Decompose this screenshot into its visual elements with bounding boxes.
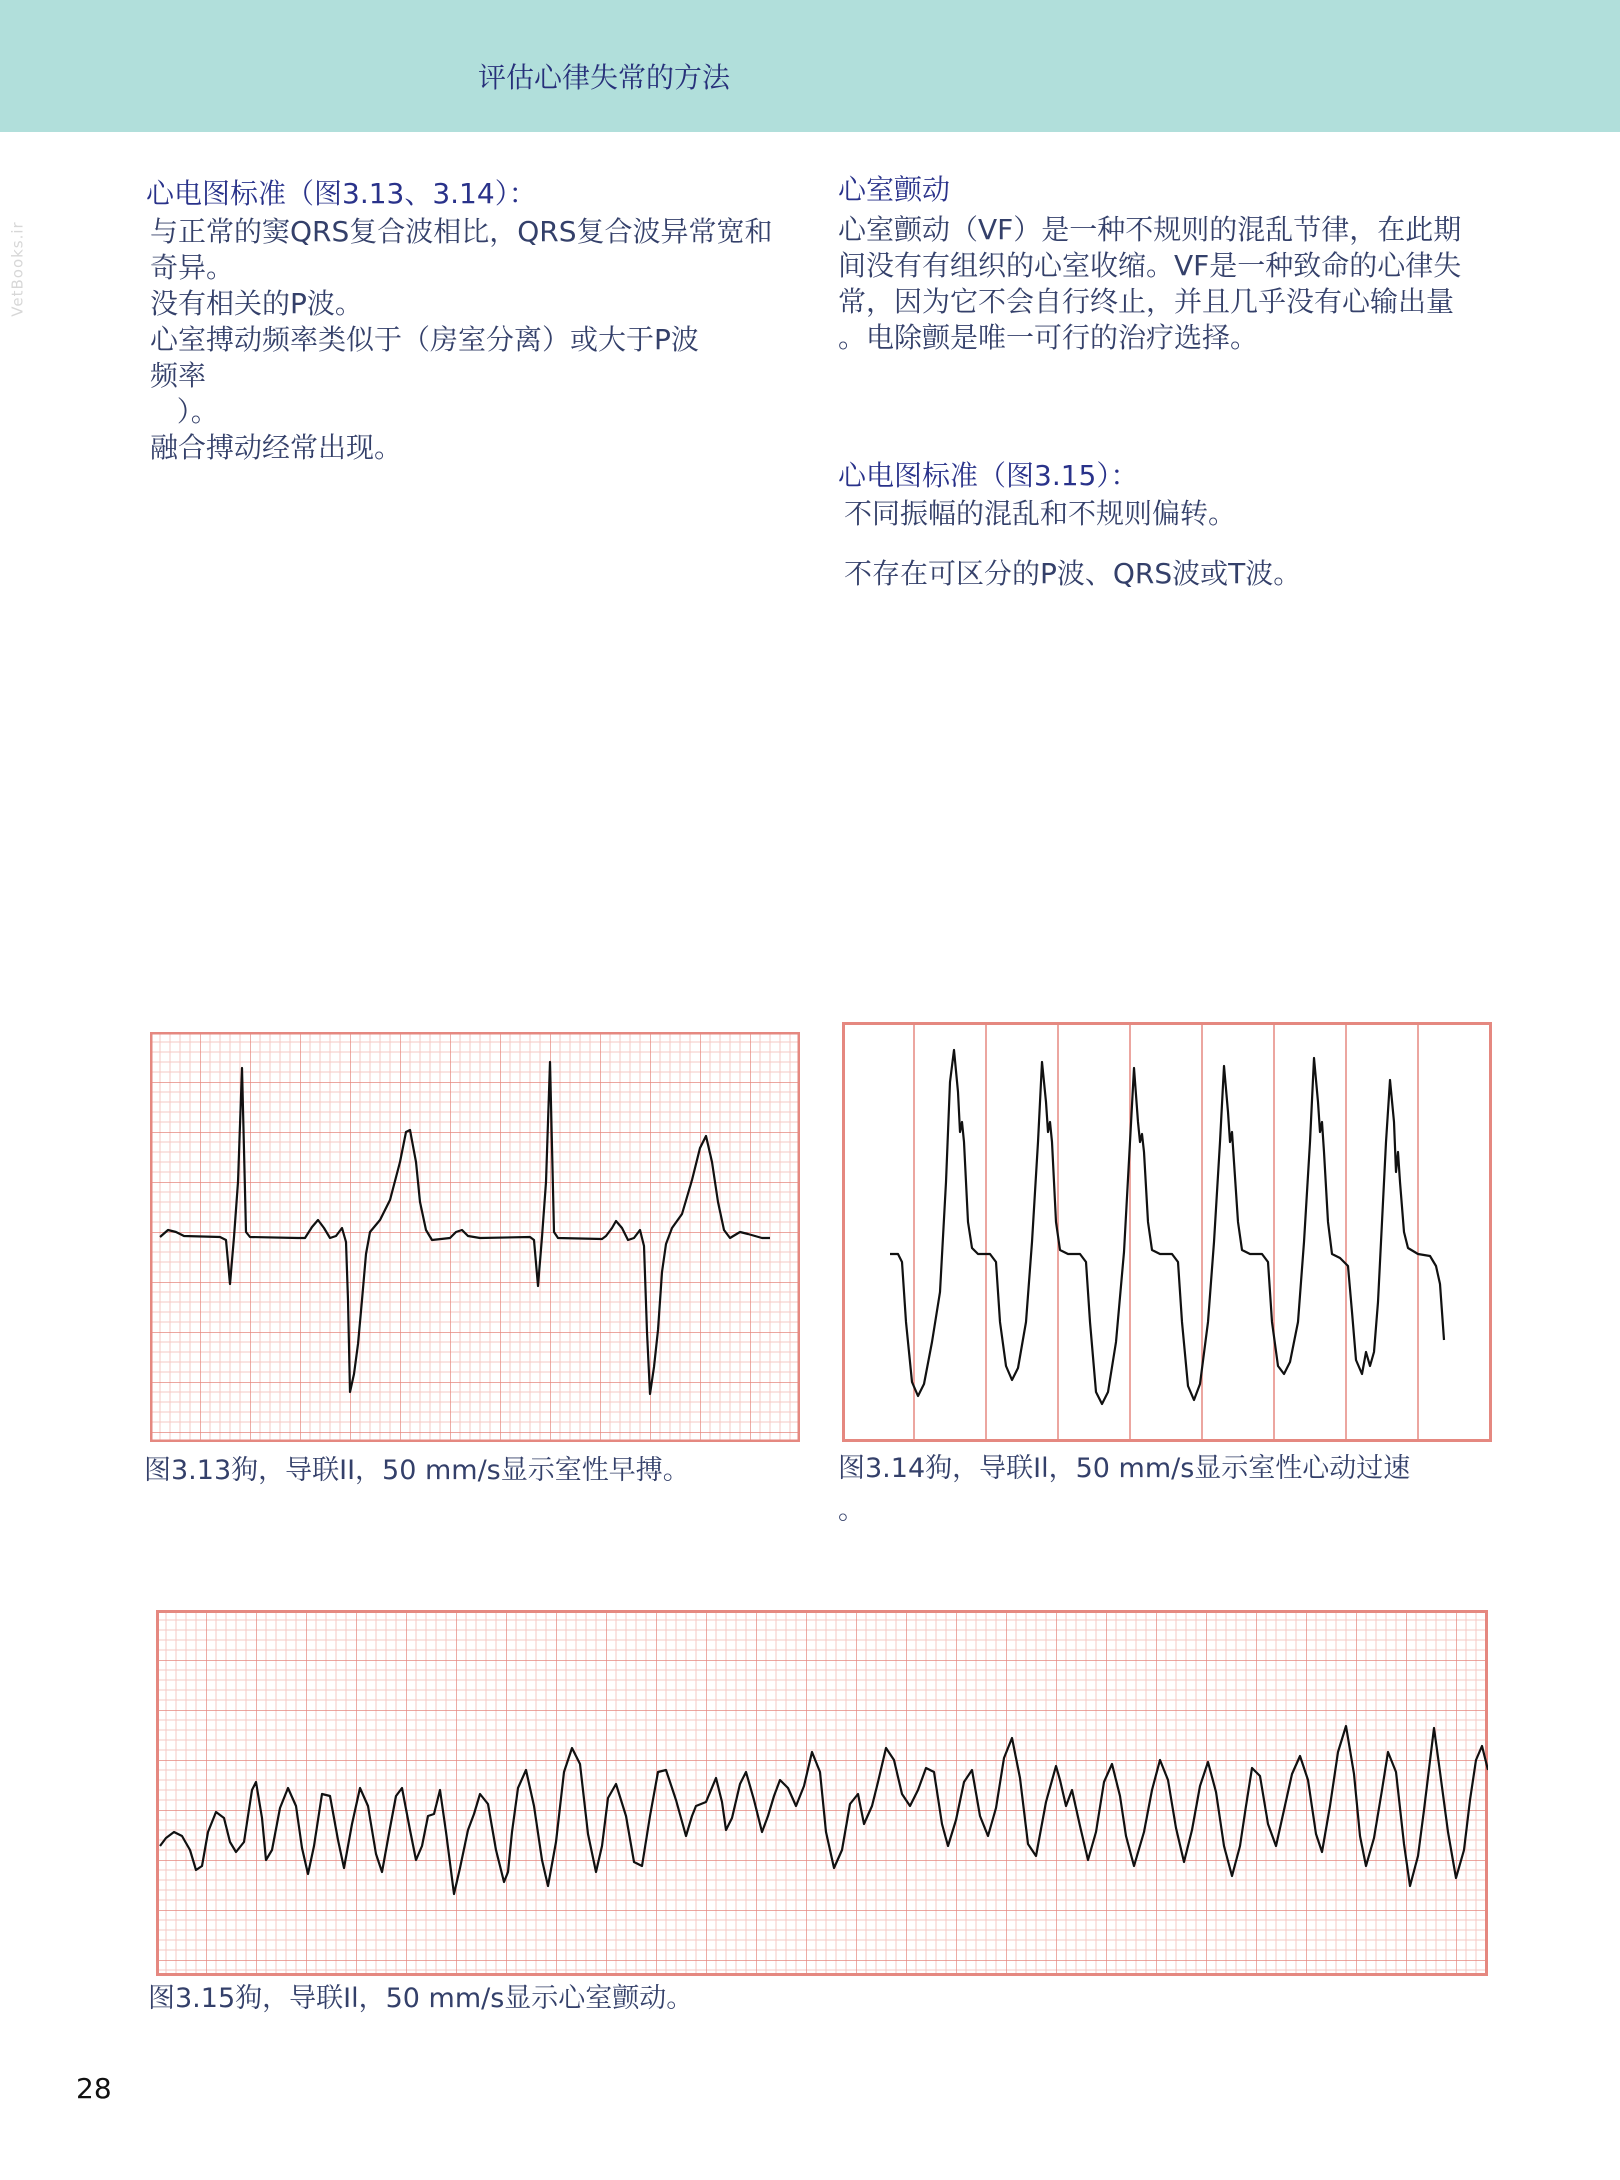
page-header-title: 评估心律失常的方法 — [478, 61, 731, 94]
vf-section-title: 心室颤动 — [838, 173, 951, 206]
ecg-grid — [844, 1024, 1491, 1441]
figure-3-14-ecg — [842, 1022, 1492, 1442]
figure-3-13-caption: 图3.13狗，导联II，50 mm/s显示室性早搏。 — [144, 1455, 690, 1486]
left-criteria-line: 没有相关的P波。 — [150, 287, 363, 320]
vf-paragraph-line: 心室颤动（VF）是一种不规则的混乱节律，在此期 — [838, 213, 1462, 246]
vf-criteria-line: 不存在可区分的P波、QRS波或T波。 — [844, 557, 1302, 590]
left-criteria-line: 奇异。 — [150, 251, 235, 284]
figure-3-15-caption: 图3.15狗，导联Il，50 mm/s显示心室颤动。 — [148, 1983, 694, 2014]
vf-criteria-line: 不同振幅的混乱和不规则偏转。 — [844, 497, 1237, 530]
vf-paragraph-line: 常，因为它不会自行终止，并且几乎没有心输出量 — [838, 285, 1455, 318]
figure-3-15-ecg — [156, 1610, 1488, 1976]
vf-paragraph-line: 间没有有组织的心室收缩。VF是一种致命的心律失 — [838, 249, 1462, 282]
left-criteria-line: 频率 — [150, 359, 207, 392]
left-criteria-line: ）。 — [150, 395, 219, 428]
page-number: 28 — [76, 2072, 112, 2105]
left-criteria-line: 与正常的窦QRS复合波相比，QRS复合波异常宽和 — [150, 215, 773, 248]
vf-criteria-heading: 心电图标准（图3.15）： — [838, 459, 1139, 492]
vf-paragraph-line: 。电除颤是唯一可行的治疗选择。 — [838, 321, 1259, 354]
figure-3-14-caption-line: 。 — [838, 1495, 865, 1526]
header-band — [0, 0, 1620, 132]
watermark: VetBooks.ir — [8, 221, 27, 317]
left-criteria-line: 心室搏动频率类似于（房室分离）或大于P波 — [150, 323, 699, 356]
figure-3-14-caption-line: 图3.14狗，导联Il，50 mm/s显示室性心动过速 — [838, 1453, 1411, 1484]
figure-3-13-ecg — [150, 1032, 800, 1442]
left-criteria-heading: 心电图标准（图3.13、3.14）： — [146, 177, 537, 210]
left-criteria-line: 融合搏动经常出现。 — [150, 431, 403, 464]
